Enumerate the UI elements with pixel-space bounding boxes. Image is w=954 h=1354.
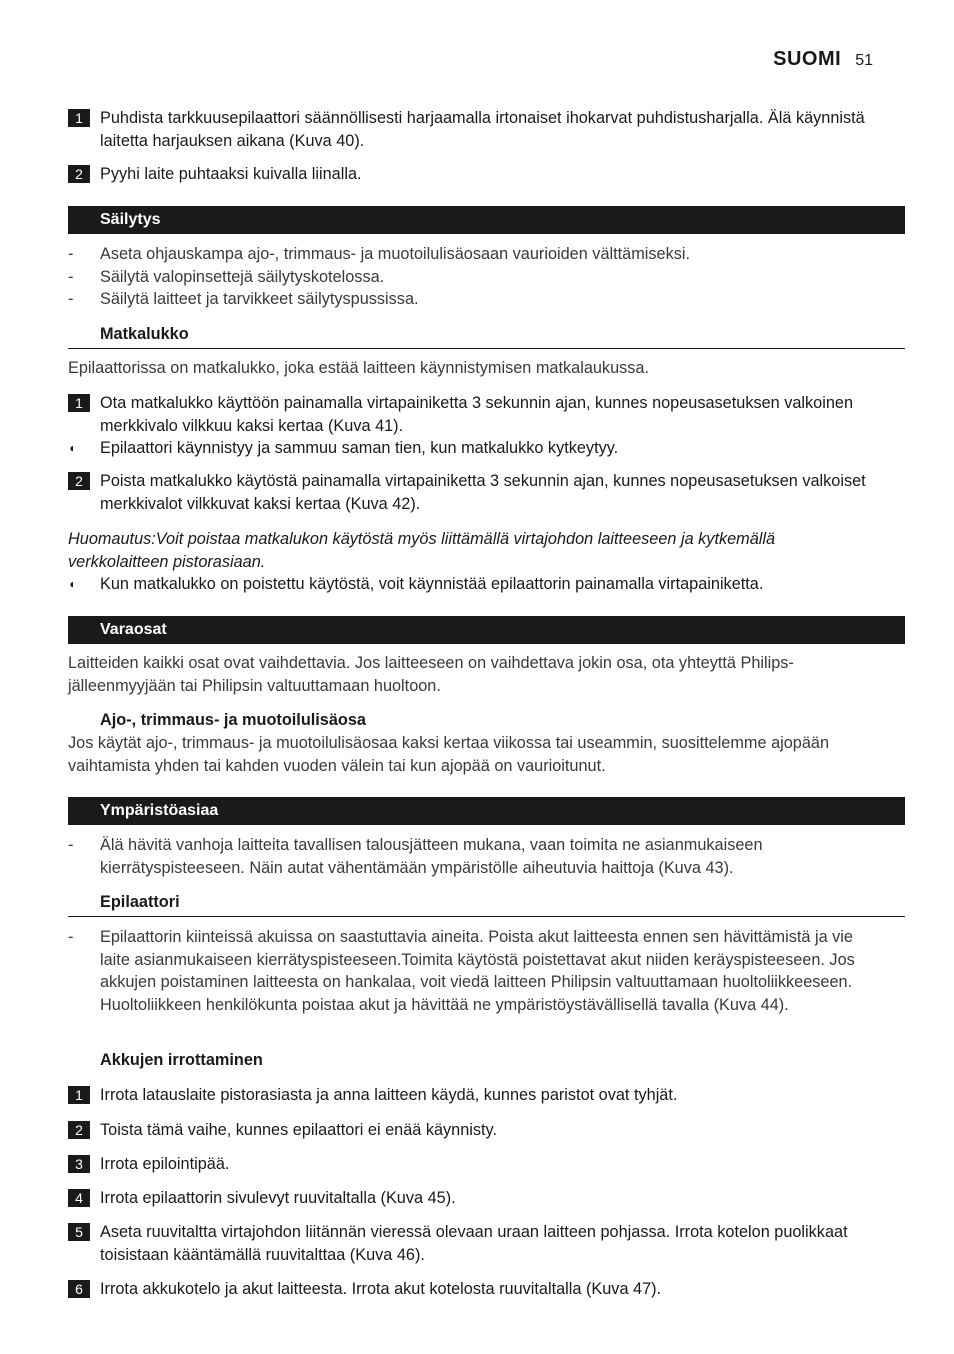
list-item: - Säilytä valopinsettejä säilytyskotelossa. (68, 267, 385, 286)
step-number: 6 (68, 1280, 90, 1298)
battery-step-5 (68, 1221, 873, 1266)
step-number: 2 (68, 165, 90, 183)
storage-list (68, 243, 873, 311)
cleaning-step-2 (68, 163, 873, 186)
step-text: Aseta ruuvitaltta virtajohdon liitännän vieressä olevaan uraan laitteen pohjassa. Irrota kotelon puolikkaat toisistaan kääntämällä ruuvitalttaa (Kuva 46). (100, 1223, 848, 1264)
section-heading-environment: Ympäristöasiaa (68, 797, 905, 825)
travel-lock-note: Huomautus:Voit poistaa matkalukon käytöstä myös liittämällä virtajohdon laitteeseen ja kytkemällä verkkolaitteen pistorasiaan. (68, 530, 776, 571)
subheading-epilator: Epilaattori (68, 891, 905, 917)
step-number: 4 (68, 1189, 90, 1207)
step-number: 5 (68, 1223, 90, 1241)
running-header (68, 48, 873, 71)
step-text: Ota matkalukko käyttöön painamalla virtapainiketta 3 sekunnin ajan, kunnes nopeusasetuksen valkoinen merkkivalo vilkkuu kaksi kertaa (Kuva 41). (100, 394, 854, 435)
step-text: Irrota epilointipää. (100, 1155, 230, 1173)
battery-step-1 (68, 1084, 873, 1107)
battery-step-2 (68, 1119, 873, 1142)
step-text: Irrota epilaattorin sivulevyt ruuvitaltalla (Kuva 45). (100, 1189, 456, 1207)
result-arrow-icon: ◖ (68, 577, 76, 591)
step-text: Irrota akkukotelo ja akut laitteesta. Irrota akut kotelosta ruuvitaltalla (Kuva 47). (100, 1280, 662, 1298)
step-text: Puhdista tarkkuusepilaattori säännöllisesti harjaamalla irtonaiset ihokarvat puhdistusharjalla. Älä käynnistä laitetta harjauksen aikana (Kuva 40). (100, 109, 865, 150)
battery-step-3 (68, 1153, 873, 1176)
list-item: - Säilytä laitteet ja tarvikkeet säilytyspussissa. (68, 290, 419, 308)
step-text: Pyyhi laite puhtaaksi kuivalla liinalla. (100, 165, 362, 183)
travel-lock-intro: Epilaattorissa on matkalukko, joka estää laitteen käynnistymisen matkalaukussa. (68, 359, 649, 377)
result-arrow-icon: ◖ (68, 441, 76, 455)
step-text: Poista matkalukko käytöstä painamalla virtapainiketta 3 sekunnin ajan, kunnes nopeusasetuksen valkoiset merkkivalot vilkkuvat kaksi kertaa (Kuva 42). (100, 472, 866, 513)
result-text: Kun matkalukko on poistettu käytöstä, voit käynnistää epilaattorin painamalla virtapainiketta. (100, 575, 764, 593)
step-number: 3 (68, 1155, 90, 1173)
list-item: - Aseta ohjauskampa ajo-, trimmaus- ja muotoilulisäosaan vaurioiden välttämiseksi. (68, 245, 691, 263)
shaving-attachment-text: Jos käytät ajo-, trimmaus- ja muotoilulisäosaa kaksi kertaa viikossa tai useammin, suosittelemme ajopään vaihtamista yhden tai kahden vuoden välein tai kun ajopää on vaurioitunut. (68, 734, 830, 775)
battery-step-6 (68, 1278, 873, 1301)
step-number: 1 (68, 394, 90, 412)
step-text: Toista tämä vaihe, kunnes epilaattori ei enää käynnisty. (100, 1121, 498, 1139)
step-number: 2 (68, 472, 90, 490)
environment-item: - Älä hävitä vanhoja laitteita tavallisen talousjätteen mukana, vaan toimita ne asianmukaiseen kierrätyspisteeseen. Näin autat vähentämään ympäristölle aiheutuvia haittoja (Kuva 43). (68, 836, 763, 877)
step-text: Irrota latauslaite pistorasiasta ja anna laitteen käydä, kunnes paristot ovat tyhjät. (100, 1086, 678, 1104)
battery-step-4 (68, 1187, 873, 1210)
step-number: 1 (68, 109, 90, 127)
spare-parts-intro: Laitteiden kaikki osat ovat vaihdettavia. Jos laitteeseen on vaihdettava jokin osa, ota yhteyttä Philips-jälleenmyyjään tai Philipsin valtuuttamaan huoltoon. (68, 654, 794, 695)
subheading-battery-removal: Akkujen irrottaminen (100, 1051, 263, 1069)
page-number: 51 (855, 52, 873, 69)
step-number: 2 (68, 1121, 90, 1139)
section-heading-spare-parts: Varaosat (68, 616, 905, 644)
section-heading-storage: Säilytys (68, 206, 905, 234)
epilator-item: - Epilaattorin kiinteissä akuissa on saastuttavia aineita. Poista akut laitteesta ennen sen hävittämistä ja vie laite asianmukaiseen kierrätyspisteeseen.Toimita käytöstä poistettavat akut niiden keräyspisteeseen. Jos akkujen poistaminen laitteesta on hankalaa, voit viedä laitteen Philipsin valtuuttamaan huoltoliikkeeseen. Huoltoliikkeen henkilökunta poistaa akut ja hävittää ne ympäristöystävällisellä tavalla (Kuva 44). (68, 928, 855, 1014)
result-text: Epilaattori käynnistyy ja sammuu saman tien, kun matkalukko kytkeytyy. (100, 439, 619, 457)
step-number: 1 (68, 1086, 90, 1104)
travel-lock-result-1 (68, 437, 873, 460)
travel-lock-step-1 (68, 392, 873, 437)
travel-lock-step-2 (68, 470, 873, 515)
subheading-travel-lock: Matkalukko (68, 323, 905, 349)
language-label: SUOMI (773, 48, 842, 70)
subheading-shaving-attachment: Ajo-, trimmaus- ja muotoilulisäosa (100, 711, 366, 729)
travel-lock-result-2 (68, 573, 873, 596)
cleaning-step-1 (68, 107, 873, 152)
